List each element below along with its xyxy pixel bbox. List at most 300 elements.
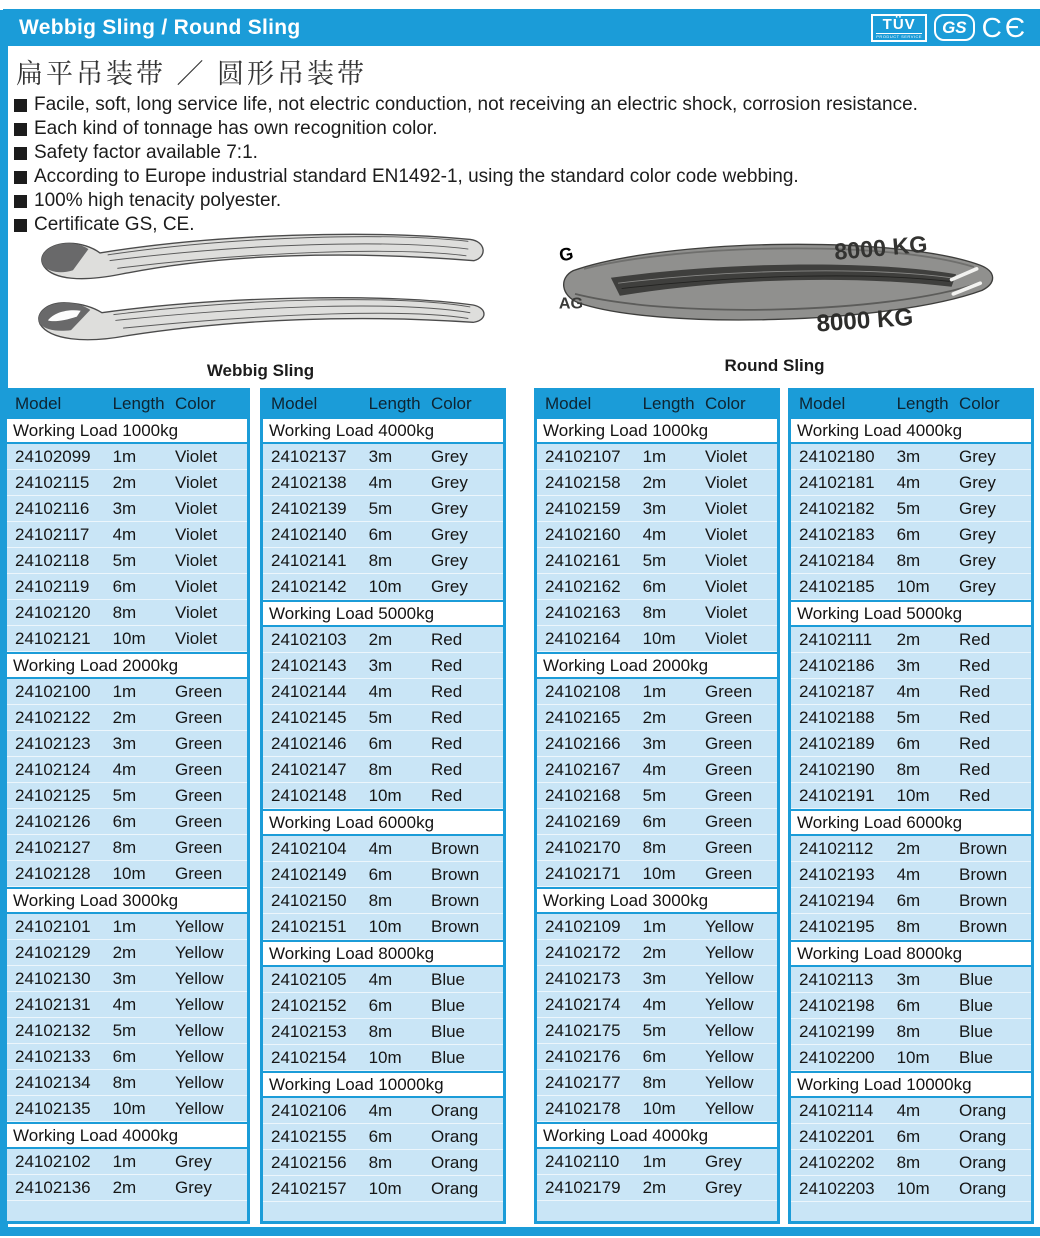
color-cell: Green xyxy=(174,863,223,883)
length-cell: 4m xyxy=(368,969,393,989)
color-cell: Yellow xyxy=(704,1098,754,1118)
length-cell: 10m xyxy=(896,785,930,805)
length-cell: 2m xyxy=(642,707,667,727)
model-cell: 24102109 xyxy=(545,916,621,936)
model-cell: 24102128 xyxy=(15,863,91,883)
table-row xyxy=(7,731,247,757)
color-cell: Yellow xyxy=(174,1098,224,1118)
table-row xyxy=(791,679,1031,705)
length-cell: 8m xyxy=(112,602,137,622)
color-cell: Red xyxy=(958,707,991,727)
working-load-section-row xyxy=(791,417,1031,444)
table-row xyxy=(537,809,777,835)
model-cell: 24102171 xyxy=(545,863,621,883)
table-row xyxy=(7,1175,247,1201)
table-row xyxy=(537,1096,777,1122)
model-cell: 24102203 xyxy=(799,1178,875,1198)
model-cell: 24102152 xyxy=(271,995,347,1015)
working-load-section-row xyxy=(263,417,503,444)
model-cell: 24102159 xyxy=(545,498,621,518)
length-cell: 6m xyxy=(896,1126,921,1146)
working-load-section-row xyxy=(7,1122,247,1149)
model-cell: 24102100 xyxy=(15,681,91,701)
color-cell: Green xyxy=(174,785,223,805)
color-cell: Blue xyxy=(958,995,994,1015)
table-row xyxy=(7,1018,247,1044)
length-cell: 5m xyxy=(112,785,137,805)
model-cell: 24102113 xyxy=(799,969,874,989)
color-cell: Blue xyxy=(430,969,466,989)
feature-text: Facile, soft, long service life, not electric conduction, not receiving an electric shock, corrosion resistance. xyxy=(34,94,918,115)
length-cell: 5m xyxy=(368,707,393,727)
color-cell: Grey xyxy=(430,472,468,492)
table-row xyxy=(7,705,247,731)
color-cell: Red xyxy=(958,681,991,701)
length-cell: 10m xyxy=(368,916,402,936)
length-cell: 2m xyxy=(642,472,667,492)
color-cell: Grey xyxy=(958,498,996,518)
model-cell: 24102141 xyxy=(271,550,347,570)
table-row xyxy=(537,731,777,757)
color-cell: Red xyxy=(958,785,991,805)
color-cell: Grey xyxy=(704,1177,742,1197)
table-row xyxy=(7,522,247,548)
length-cell: 6m xyxy=(896,995,921,1015)
color-cell: Brown xyxy=(958,916,1008,936)
model-cell: 24102166 xyxy=(545,733,621,753)
length-cell: 10m xyxy=(642,1098,676,1118)
table-row xyxy=(537,600,777,626)
page-bottom-border xyxy=(0,1227,1040,1236)
color-cell: Violet xyxy=(174,524,218,544)
length-cell: 10m xyxy=(112,628,146,648)
color-cell: Red xyxy=(430,655,463,675)
length-cell: 3m xyxy=(112,498,137,518)
table-row xyxy=(263,444,503,470)
square-bullet-icon xyxy=(14,171,27,184)
working-load-section-row xyxy=(7,887,247,914)
model-cell: 24102124 xyxy=(15,759,91,779)
working-load-section-row xyxy=(7,417,247,444)
working-load-label: Working Load 6000kg xyxy=(797,812,963,832)
working-load-label: Working Load 3000kg xyxy=(543,890,709,910)
color-cell: Red xyxy=(958,759,991,779)
model-cell: 24102155 xyxy=(271,1126,347,1146)
model-cell: 24102183 xyxy=(799,524,875,544)
column-header: Length xyxy=(368,394,421,413)
model-cell: 24102149 xyxy=(271,864,347,884)
length-cell: 8m xyxy=(896,550,921,570)
length-cell: 1m xyxy=(642,1151,667,1171)
model-cell: 24102145 xyxy=(271,707,347,727)
length-cell: 10m xyxy=(642,628,676,648)
table-row xyxy=(791,444,1031,470)
color-cell: Violet xyxy=(704,576,748,596)
table-row xyxy=(537,992,777,1018)
length-cell: 1m xyxy=(112,446,137,466)
table-row xyxy=(791,1045,1031,1071)
color-cell: Yellow xyxy=(704,1072,754,1092)
working-load-section-row xyxy=(791,809,1031,836)
length-cell: 1m xyxy=(642,681,667,701)
round-sling-table-1 xyxy=(534,388,780,1224)
length-cell: 3m xyxy=(896,655,921,675)
length-cell: 5m xyxy=(368,498,393,518)
model-cell: 24102161 xyxy=(545,550,621,570)
model-cell: 24102154 xyxy=(271,1047,347,1067)
working-load-section-row xyxy=(791,600,1031,627)
table-row xyxy=(7,470,247,496)
model-cell: 24102172 xyxy=(545,942,621,962)
model-cell: 24102182 xyxy=(799,498,875,518)
working-load-section-row xyxy=(263,940,503,967)
table-row xyxy=(537,1149,777,1175)
table-row xyxy=(7,809,247,835)
working-load-label: Working Load 8000kg xyxy=(797,943,963,963)
feature-text: Certificate GS, CE. xyxy=(34,214,195,235)
table-row xyxy=(791,1019,1031,1045)
length-cell: 8m xyxy=(368,1152,393,1172)
table-row xyxy=(263,1150,503,1176)
color-cell: Yellow xyxy=(174,1072,224,1092)
table-row xyxy=(263,1019,503,1045)
length-cell: 4m xyxy=(896,864,921,884)
length-cell: 10m xyxy=(368,1047,402,1067)
model-cell: 24102164 xyxy=(545,628,621,648)
column-header: Color xyxy=(704,394,746,413)
color-cell: Yellow xyxy=(704,994,754,1014)
color-cell: Violet xyxy=(704,550,748,570)
length-cell: 10m xyxy=(112,863,146,883)
color-cell: Red xyxy=(958,733,991,753)
feature-list xyxy=(14,93,918,237)
model-cell: 24102118 xyxy=(15,550,90,570)
length-cell: 1m xyxy=(642,446,667,466)
color-cell: Green xyxy=(704,681,753,701)
model-cell: 24102157 xyxy=(271,1178,347,1198)
length-cell: 5m xyxy=(112,550,137,570)
color-cell: Yellow xyxy=(704,1046,754,1066)
model-cell: 24102143 xyxy=(271,655,347,675)
color-cell: Green xyxy=(704,837,753,857)
webbing-sling-image xyxy=(16,224,506,359)
column-header: Color xyxy=(958,394,1000,413)
length-cell: 8m xyxy=(896,759,921,779)
length-cell: 6m xyxy=(642,1046,667,1066)
color-cell: Violet xyxy=(704,628,748,648)
table-row xyxy=(7,992,247,1018)
model-cell: 24102194 xyxy=(799,890,875,910)
model-cell: 24102160 xyxy=(545,524,621,544)
color-cell: Grey xyxy=(174,1177,212,1197)
table-row xyxy=(263,627,503,653)
color-cell: Blue xyxy=(430,1021,466,1041)
length-cell: 3m xyxy=(896,446,921,466)
table-row xyxy=(263,705,503,731)
color-cell: Green xyxy=(174,707,223,727)
color-cell: Red xyxy=(430,707,463,727)
model-cell: 24102121 xyxy=(15,628,91,648)
working-load-label: Working Load 10000kg xyxy=(797,1074,972,1094)
model-cell: 24102191 xyxy=(799,785,875,805)
length-cell: 2m xyxy=(642,1177,667,1197)
table-row xyxy=(7,444,247,470)
table-row xyxy=(791,574,1031,600)
tuv-logo-icon: TÜV PRODUCT SERVICE xyxy=(871,14,927,42)
working-load-label: Working Load 2000kg xyxy=(543,655,709,675)
table-row xyxy=(791,1150,1031,1176)
color-cell: Brown xyxy=(430,838,480,858)
feature-text: 100% high tenacity polyester. xyxy=(34,190,282,211)
color-cell: Green xyxy=(704,733,753,753)
webbing-sling-caption: Webbig Sling xyxy=(206,361,315,380)
color-cell: Yellow xyxy=(704,1020,754,1040)
length-cell: 4m xyxy=(896,681,921,701)
model-cell: 24102138 xyxy=(271,472,347,492)
table-row xyxy=(263,993,503,1019)
color-cell: Brown xyxy=(958,890,1008,910)
length-cell: 5m xyxy=(112,1020,137,1040)
table-row xyxy=(791,1124,1031,1150)
table-row xyxy=(263,496,503,522)
working-load-label: Working Load 5000kg xyxy=(797,603,963,623)
color-cell: Brown xyxy=(430,864,480,884)
table-row xyxy=(537,1044,777,1070)
color-cell: Grey xyxy=(430,524,468,544)
working-load-label: Working Load 4000kg xyxy=(543,1125,709,1145)
table-row xyxy=(791,836,1031,862)
length-cell: 1m xyxy=(112,681,137,701)
model-cell: 24102112 xyxy=(799,838,874,858)
model-cell: 24102130 xyxy=(15,968,91,988)
length-cell: 3m xyxy=(896,969,921,989)
working-load-label: Working Load 8000kg xyxy=(269,943,435,963)
color-cell: Yellow xyxy=(174,1046,224,1066)
length-cell: 5m xyxy=(896,707,921,727)
table-row xyxy=(263,574,503,600)
working-load-section-row xyxy=(537,417,777,444)
length-cell: 8m xyxy=(368,1021,393,1041)
table-row xyxy=(791,522,1031,548)
length-cell: 3m xyxy=(642,733,667,753)
length-cell: 6m xyxy=(642,576,667,596)
model-cell: 24102111 xyxy=(799,629,873,649)
length-cell: 4m xyxy=(112,524,137,544)
feature-text: Safety factor available 7:1. xyxy=(34,142,258,163)
model-cell: 24102185 xyxy=(799,576,875,596)
working-load-section-row xyxy=(263,600,503,627)
feature-text: Each kind of tonnage has own recognition color. xyxy=(34,118,438,139)
page-title: Webbig Sling / Round Sling xyxy=(19,15,301,39)
model-cell: 24102176 xyxy=(545,1046,621,1066)
square-bullet-icon xyxy=(14,195,27,208)
color-cell: Violet xyxy=(174,446,218,466)
color-cell: Grey xyxy=(958,524,996,544)
length-cell: 5m xyxy=(642,550,667,570)
model-cell: 24102142 xyxy=(271,576,347,596)
product-images xyxy=(8,224,1036,381)
model-cell: 24102181 xyxy=(799,472,875,492)
model-cell: 24102162 xyxy=(545,576,621,596)
table-row xyxy=(263,470,503,496)
table-row xyxy=(7,496,247,522)
table-row xyxy=(537,444,777,470)
length-cell: 10m xyxy=(896,1178,930,1198)
working-load-label: Working Load 4000kg xyxy=(269,420,435,440)
table-row xyxy=(263,548,503,574)
table-row xyxy=(537,1018,777,1044)
table-row xyxy=(791,705,1031,731)
table-row xyxy=(791,470,1031,496)
color-cell: Brown xyxy=(958,838,1008,858)
round-sling-marking-bottom: 8000 KG xyxy=(815,303,915,338)
color-cell: Yellow xyxy=(704,968,754,988)
working-load-section-row xyxy=(537,1122,777,1149)
table-row xyxy=(7,1070,247,1096)
table-row xyxy=(537,914,777,940)
color-cell: Brown xyxy=(430,916,480,936)
working-load-label: Working Load 5000kg xyxy=(269,603,435,623)
table-row xyxy=(791,757,1031,783)
table-row xyxy=(263,757,503,783)
color-cell: Grey xyxy=(430,576,468,596)
color-cell: Violet xyxy=(704,602,748,622)
table-row xyxy=(537,783,777,809)
model-cell: 24102122 xyxy=(15,707,91,727)
color-cell: Grey xyxy=(430,446,468,466)
model-cell: 24102102 xyxy=(15,1151,91,1171)
length-cell: 2m xyxy=(112,1177,137,1197)
length-cell: 3m xyxy=(368,446,393,466)
table-row xyxy=(263,679,503,705)
model-cell: 24102198 xyxy=(799,995,875,1015)
length-cell: 6m xyxy=(112,1046,137,1066)
length-cell: 3m xyxy=(368,655,393,675)
color-cell: Violet xyxy=(174,602,218,622)
table-row xyxy=(263,888,503,914)
length-cell: 10m xyxy=(112,1098,146,1118)
table-filler xyxy=(791,1202,1031,1221)
table-row xyxy=(263,653,503,679)
table-row xyxy=(791,914,1031,940)
table-row xyxy=(263,836,503,862)
model-cell: 24102156 xyxy=(271,1152,347,1172)
length-cell: 1m xyxy=(112,1151,137,1171)
feature-item xyxy=(14,141,918,165)
table-row xyxy=(7,861,247,887)
round-sling-marking-fragment: G xyxy=(557,243,576,266)
table-row xyxy=(791,496,1031,522)
length-cell: 6m xyxy=(112,811,137,831)
color-cell: Orang xyxy=(430,1152,479,1172)
length-cell: 10m xyxy=(896,1047,930,1067)
table-filler xyxy=(263,1202,503,1221)
length-cell: 5m xyxy=(642,785,667,805)
color-cell: Red xyxy=(430,733,463,753)
working-load-label: Working Load 1000kg xyxy=(543,420,709,440)
length-cell: 4m xyxy=(368,472,393,492)
webbing-sling-figure xyxy=(8,224,513,381)
table-row xyxy=(7,1096,247,1122)
model-cell: 24102135 xyxy=(15,1098,91,1118)
length-cell: 3m xyxy=(642,968,667,988)
column-header: Model xyxy=(15,394,62,413)
color-cell: Violet xyxy=(174,498,218,518)
color-cell: Grey xyxy=(430,550,468,570)
table-row xyxy=(537,574,777,600)
color-cell: Violet xyxy=(174,576,218,596)
model-cell: 24102184 xyxy=(799,550,875,570)
table-row xyxy=(791,888,1031,914)
color-cell: Blue xyxy=(430,995,466,1015)
model-cell: 24102175 xyxy=(545,1020,621,1040)
title-bar xyxy=(3,9,1040,46)
model-cell: 24102163 xyxy=(545,602,621,622)
color-cell: Grey xyxy=(174,1151,212,1171)
color-cell: Brown xyxy=(430,890,480,910)
length-cell: 8m xyxy=(642,837,667,857)
model-cell: 24102190 xyxy=(799,759,875,779)
model-cell: 24102125 xyxy=(15,785,91,805)
round-sling-marking-top: 8000 KG xyxy=(833,230,929,265)
color-cell: Red xyxy=(430,681,463,701)
color-cell: Red xyxy=(430,785,463,805)
length-cell: 10m xyxy=(368,576,402,596)
model-cell: 24102146 xyxy=(271,733,347,753)
square-bullet-icon xyxy=(14,123,27,136)
length-cell: 2m xyxy=(642,942,667,962)
color-cell: Green xyxy=(704,811,753,831)
length-cell: 6m xyxy=(368,733,393,753)
color-cell: Green xyxy=(174,837,223,857)
table-row xyxy=(791,731,1031,757)
model-cell: 24102186 xyxy=(799,655,875,675)
length-cell: 6m xyxy=(896,890,921,910)
working-load-label: Working Load 10000kg xyxy=(269,1074,444,1094)
color-cell: Orang xyxy=(430,1126,479,1146)
color-cell: Red xyxy=(958,629,991,649)
model-cell: 24102126 xyxy=(15,811,91,831)
length-cell: 2m xyxy=(368,629,393,649)
model-cell: 24102120 xyxy=(15,602,91,622)
color-cell: Yellow xyxy=(174,1020,224,1040)
length-cell: 4m xyxy=(368,1100,393,1120)
color-cell: Yellow xyxy=(704,942,754,962)
length-cell: 8m xyxy=(112,837,137,857)
length-cell: 2m xyxy=(112,707,137,727)
color-cell: Violet xyxy=(704,498,748,518)
model-cell: 24102173 xyxy=(545,968,621,988)
working-load-section-row xyxy=(537,887,777,914)
model-cell: 24102133 xyxy=(15,1046,91,1066)
table-filler xyxy=(537,1201,777,1221)
table-row xyxy=(7,574,247,600)
round-sling-marking-fragment: AG xyxy=(558,294,584,313)
length-cell: 4m xyxy=(642,759,667,779)
square-bullet-icon xyxy=(14,99,27,112)
length-cell: 6m xyxy=(368,524,393,544)
length-cell: 3m xyxy=(112,733,137,753)
length-cell: 6m xyxy=(112,576,137,596)
working-load-section-row xyxy=(7,652,247,679)
table-header-row xyxy=(791,391,1031,417)
round-sling-image xyxy=(522,224,1027,354)
length-cell: 8m xyxy=(368,759,393,779)
color-cell: Brown xyxy=(958,864,1008,884)
table-row xyxy=(537,679,777,705)
table-row xyxy=(263,914,503,940)
table-header-row xyxy=(7,391,247,417)
